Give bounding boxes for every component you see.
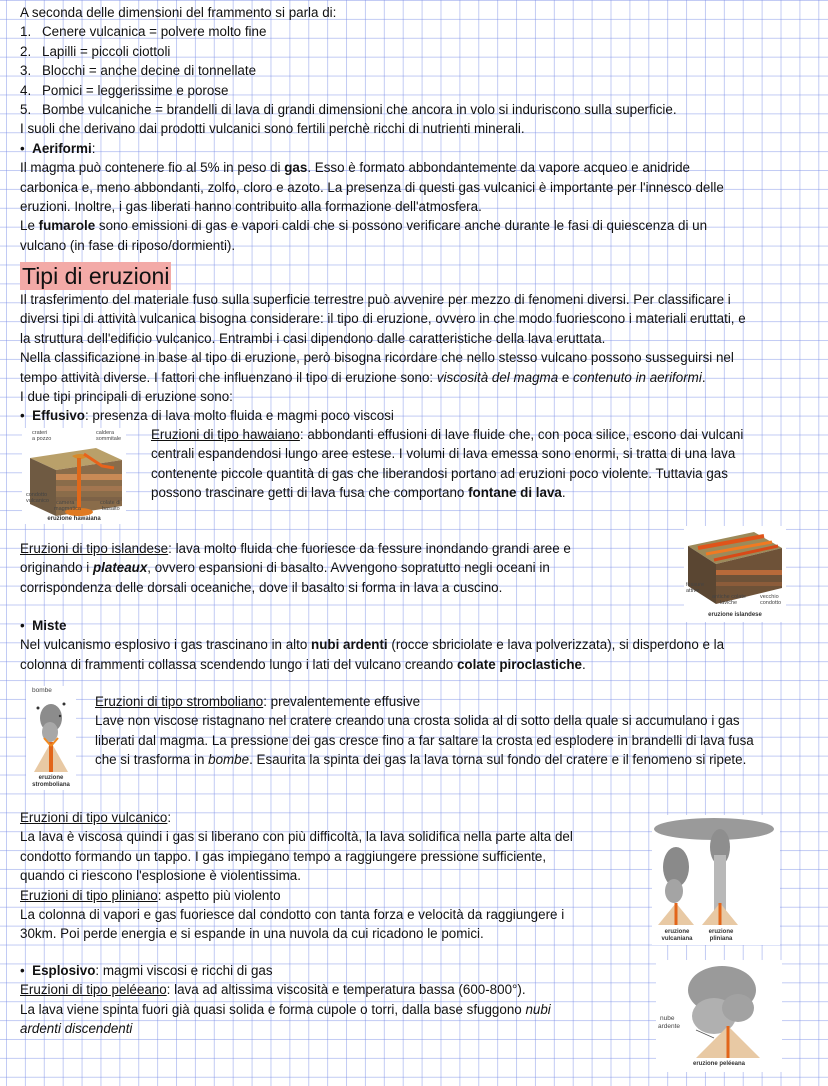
figure-label: laviche xyxy=(720,600,738,606)
figure-caption: eruzione islandese xyxy=(708,612,762,618)
aeriformi-heading: • Aeriformi: xyxy=(20,140,96,156)
figure-label: caldera xyxy=(96,430,115,436)
figure-caption: eruzione xyxy=(664,929,690,935)
vulcanian-plinian-figure xyxy=(652,815,780,945)
mixed-heading: • Miste xyxy=(20,618,67,633)
figure-label: di gas e xyxy=(732,873,754,879)
list-item: 1. Cenere vulcanica = polvere molto fine xyxy=(20,24,267,40)
vulcanian-plinian-illustration xyxy=(652,815,780,945)
mixed-text: Nel vulcanismo esplosivo i gas trascinano in alto nubi ardenti (rocce sbriciolate e lava polverizzata), si disperdono e la xyxy=(20,637,725,653)
icelandic-text: Eruzioni di tipo islandese: lava molto fluida che fuoriesce da fessure inondando grandi aree e xyxy=(20,541,571,556)
figure-label: sommitale xyxy=(96,436,122,442)
figure-label: frammenti xyxy=(730,879,757,885)
figure-caption: eruzione xyxy=(708,929,734,935)
vulcanian-text: condotto formando un tappo. I gas impiegano tempo a raggiungere pressione sufficiente, xyxy=(20,848,547,864)
icelandic-eruption-figure xyxy=(684,526,786,622)
figure-label: ardente xyxy=(658,1023,681,1030)
pelean-text: Eruzioni di tipo peléeano: lava ad altissima viscosità e temperatura bassa (600-800°). xyxy=(20,982,526,998)
strombolian-section xyxy=(95,692,754,770)
figure-caption: vulcaniana xyxy=(661,936,693,942)
section-title: Tipi di eruzioni xyxy=(22,263,170,289)
icelandic-title: Eruzioni di tipo islandese xyxy=(20,541,169,556)
pelean-eruption-figure xyxy=(656,960,782,1072)
strombolian-text: liberati dal magma. La pressione dei gas cresce fino a far saltare la crosta ed esplodere in brandelli di lava fusa xyxy=(95,732,754,748)
aeriformi-text: eruzioni. Inoltre, i gas liberati hanno contribuito alla formazione dell'atmosfera. xyxy=(20,199,482,215)
pelean-volcano-illustration xyxy=(656,960,782,1072)
plinian-text: Eruzioni di tipo pliniano: aspetto più violento xyxy=(20,887,281,903)
intro-text: I due tipi principali di eruzione sono: xyxy=(20,389,233,405)
intro-text: Il trasferimento del materiale fuso sulla superficie terrestre può avvenire per mezzo di fenomeni diversi. Per classificare i xyxy=(20,292,731,307)
hawaiian-text: contenente piccole quantità di gas che liberandosi portano ad eruzioni poco violente. Tuttavia gas xyxy=(151,465,728,481)
plinian-text: 30km. Poi perde energia e si espande in una nuvola da cui ricadono le pomici. xyxy=(20,926,484,942)
list-item: 3. Blocchi = anche decine di tonnellate xyxy=(20,63,257,79)
intro-text: diversi tipi di attività vulcanica bisogna considerare: il tipo di eruzione, ovvero in che modo fuoriescono i materiali eruttati, e xyxy=(20,311,746,327)
list-item: 5. Bombe vulcaniche = brandelli di lava di grandi dimensioni che ancora in volo si induriscono sulla superficie. xyxy=(20,102,677,118)
hawaiian-text: Eruzioni di tipo hawaiano: abbondanti effusioni di lave fluide che, con poca silice, escono dai vulcani xyxy=(151,427,744,442)
figure-caption: eruzione xyxy=(38,775,64,781)
figure-label: a pozzo xyxy=(32,436,52,442)
pelean-title: Eruzioni di tipo peléeano xyxy=(20,982,167,998)
mixed-section xyxy=(20,616,724,674)
figure-label: solidi xyxy=(734,885,748,891)
explosive-heading: • Esplosivo: magmi viscosi e ricchi di gas xyxy=(20,963,273,978)
effusivo-heading: • Effusivo: presenza di lava molto fluida e magmi poco viscosi xyxy=(20,408,394,424)
hawaiian-title: Eruzioni di tipo hawaiano xyxy=(151,427,300,442)
figure-caption: pliniana xyxy=(709,936,733,942)
plinian-title: Eruzioni di tipo pliniano xyxy=(20,887,158,903)
fumarole-text: vulcano (in fase di riposo/dormienti). xyxy=(20,237,236,253)
mixed-text: colonna di frammenti collassa scendendo lungo i lati del vulcano creando colate piroclastiche. xyxy=(20,656,586,672)
figure-label: camera xyxy=(56,500,75,506)
figure-label: crateri xyxy=(32,430,48,436)
figure-label: vecchio xyxy=(760,594,779,600)
icelandic-fissure-illustration xyxy=(684,526,786,622)
list-item: 4. Pomici = leggerissime e porose xyxy=(20,82,229,98)
hawaiian-text: possono trascinare getti di lava fusa che comportano fontane di lava. xyxy=(151,485,566,501)
figure-caption: stromboliana xyxy=(32,782,70,788)
figure-label: colate di xyxy=(100,500,121,506)
aeriformi-text: carbonica e, meno abbondanti, zolfo, cloro e azoto. La presenza di questi gas vulcanici è importante per l'innesco delle xyxy=(20,179,724,195)
intro-text: la struttura dell'edificio vulcanico. Entrambi i casi dipendono dalle caratteristiche della lava eruttata. xyxy=(20,330,606,346)
figure-label: condotto xyxy=(26,492,48,498)
plinian-text: La colonna di vapori e gas fuoriesce dal condotto con tanta forza e velocità da raggiungere i xyxy=(20,907,565,923)
explosive-section xyxy=(20,961,551,1039)
pelean-text: La lava viene spinta fuori già quasi solida e forma cupole o torri, dalla base sfuggono nubi xyxy=(20,1001,551,1017)
fragments-section xyxy=(20,3,724,255)
figure-label: attive xyxy=(686,588,700,594)
icelandic-text: originando i plateaux, ovvero espansioni di basalto. Avvengono sopratutto negli oceani in xyxy=(20,560,550,576)
vulcanian-text: quando ci riescono l'esplosione è violentissima. xyxy=(20,868,301,884)
figure-label: magmatica xyxy=(54,506,81,512)
figure-label: antiche colate xyxy=(712,594,746,600)
strombolian-title: Eruzioni di tipo stromboliano xyxy=(95,694,264,709)
list-item: 2. Lapilli = piccoli ciottoli xyxy=(20,43,171,59)
intro-text: tempo attività diverse. I fattori che influenzano il tipo di eruzione sono: viscosità del magma e contenuto in aeriformi. xyxy=(20,369,706,385)
figure-label: nube xyxy=(660,1015,675,1022)
figure-label: vulcanico xyxy=(26,498,49,504)
soil-line: I suoli che derivano dai prodotti vulcanici sono fertili perchè ricchi di nutrienti minerali. xyxy=(20,121,525,137)
figure-label: colonna xyxy=(730,867,752,873)
vulcanian-title: Eruzioni di tipo vulcanico: xyxy=(20,810,172,825)
vulcanian-plinian-section xyxy=(20,808,573,944)
figure-caption: eruzione hawaiana xyxy=(47,516,101,522)
figure-label: bombe xyxy=(32,687,52,694)
figure-caption: eruzione peléeana xyxy=(692,1061,746,1067)
intro-section xyxy=(20,290,746,426)
pelean-text: ardenti discendenti xyxy=(20,1021,133,1037)
strombolian-text: Eruzioni di tipo stromboliano: prevalentemente effusive xyxy=(95,694,421,709)
icelandic-text: corrispondenza delle dorsali oceaniche, dove il basalto si forma in lava a cuscino. xyxy=(20,579,503,595)
figure-label: pomici xyxy=(730,846,749,853)
intro-text: Nella classificazione in base al tipo di eruzione, però bisogna ricordare che nello stesso vulcano possono susseguirsi nel xyxy=(20,350,734,366)
figure-label: basalto xyxy=(102,506,120,512)
aeriformi-text: Il magma può contenere fio al 5% in peso di gas. Esso è formato abbondantemente da vapore acqueo e anidride xyxy=(20,160,690,176)
fragments-intro: A seconda delle dimensioni del frammento si parla di: xyxy=(20,5,337,20)
strombolian-text: Lave non viscose ristagnano nel cratere creando una crosta solida al di sotto della quale si accumulano i gas xyxy=(95,713,740,729)
figure-label: fessure xyxy=(686,582,705,588)
hawaiian-text: centrali espandendosi lungo aree estese. I volumi di lava emessa sono enormi, si tratta di una lava xyxy=(151,446,736,462)
hawaiian-section xyxy=(151,425,743,503)
icelandic-section xyxy=(20,539,571,597)
strombolian-eruption-figure xyxy=(26,686,76,790)
vulcanian-text: La lava è viscosa quindi i gas si liberano con più difficoltà, la lava solidifica nella parte alta del xyxy=(20,829,573,845)
strombolian-text: che si trasforma in bombe. Esaurita la spinta dei gas la lava torna sul fondo del cratere e il fenomeno si ripete. xyxy=(95,752,747,768)
fumarole-text: Le fumarole sono emissioni di gas e vapori caldi che si possono verificare anche durante le fasi di quiescenza di un xyxy=(20,218,708,234)
hawaiian-eruption-figure xyxy=(22,428,126,524)
figure-label: condotto xyxy=(760,600,782,606)
